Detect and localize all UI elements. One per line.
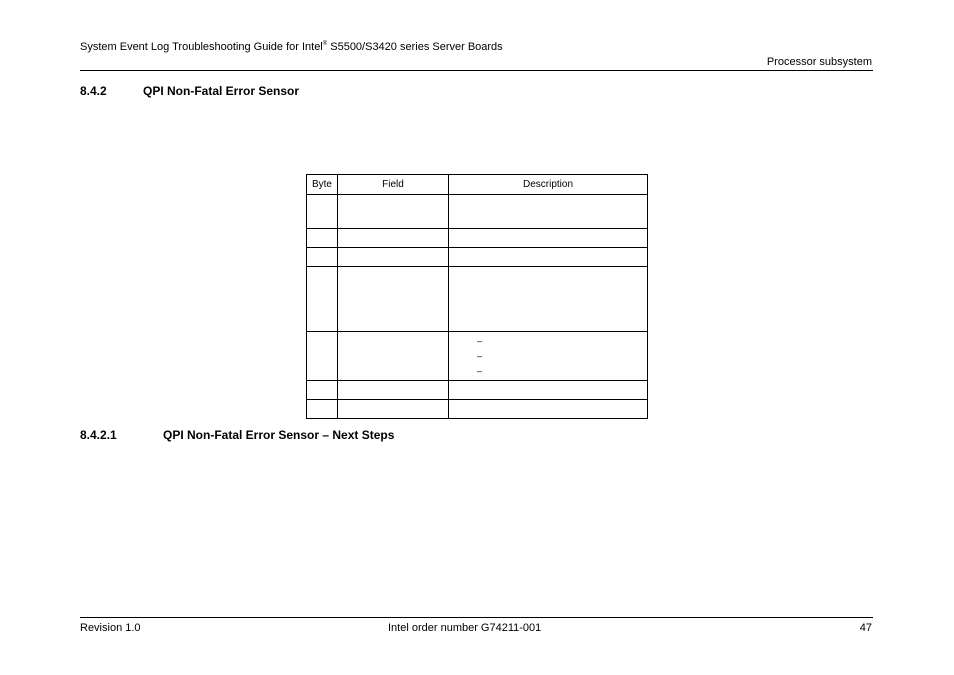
list-item: – (477, 365, 483, 376)
table-cell-byte (307, 195, 338, 229)
column-header-byte: Byte (307, 175, 338, 195)
table-row (307, 381, 648, 400)
table-cell-desc (449, 267, 648, 332)
table-cell-byte (307, 332, 338, 381)
column-header-field: Field (338, 175, 449, 195)
table-cell-field (338, 195, 449, 229)
table-cell-byte (307, 229, 338, 248)
table-row (307, 400, 648, 419)
table-cell-field (338, 400, 449, 419)
table-row (307, 195, 648, 229)
table-cell-field (338, 332, 449, 381)
table-row (307, 229, 648, 248)
dash-list (449, 334, 647, 379)
table-cell-byte (307, 381, 338, 400)
sensor-event-table (306, 174, 648, 419)
list-item: – (477, 350, 483, 361)
column-header-description: Description (449, 175, 648, 195)
table-cell-field (338, 267, 449, 332)
table-cell-desc (449, 248, 648, 267)
table-cell-desc (449, 332, 648, 381)
footer-revision: Revision 1.0 (80, 622, 141, 634)
subsection-title: QPI Non-Fatal Error Sensor – Next Steps (163, 428, 395, 442)
table-cell-desc (449, 195, 648, 229)
header-divider (80, 70, 873, 71)
footer-page-number: 47 (859, 622, 872, 634)
table-row (307, 332, 648, 381)
table-cell-byte (307, 267, 338, 332)
table-header-row (307, 175, 648, 195)
running-header-section: Processor subsystem (766, 56, 872, 68)
table-cell-desc (449, 400, 648, 419)
footer-order-number: Intel order number G74211-001 (388, 622, 542, 634)
table-cell-desc (449, 229, 648, 248)
table-cell-field (338, 248, 449, 267)
list-item: – (477, 335, 483, 346)
table-row (307, 267, 648, 332)
table-cell-field (338, 381, 449, 400)
registered-mark: ® (322, 41, 328, 47)
table-cell-byte (307, 248, 338, 267)
section-number: 8.4.2 (80, 84, 107, 98)
table-row (307, 248, 648, 267)
section-title: QPI Non-Fatal Error Sensor (143, 84, 300, 98)
table-cell-desc (449, 381, 648, 400)
running-header-title: System Event Log Troubleshooting Guide for Intel® S5500/S3420 series Server Boards (80, 41, 503, 53)
table-cell-field (338, 229, 449, 248)
table-cell-byte (307, 400, 338, 419)
footer-divider (80, 617, 873, 618)
subsection-number: 8.4.2.1 (80, 428, 117, 442)
